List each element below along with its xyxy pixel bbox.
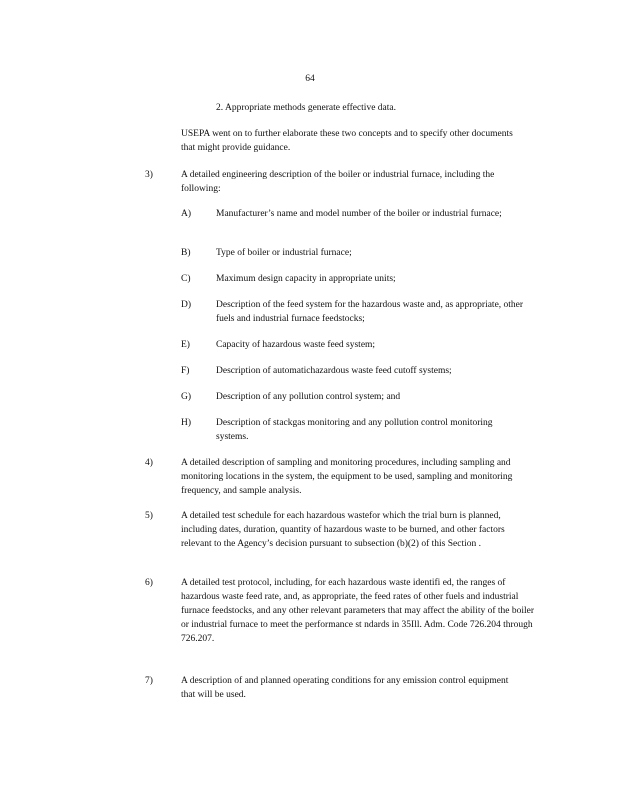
subitem-text: Maximum design capacity in appropriate units; (216, 274, 396, 284)
subitem-label: A) (181, 209, 192, 219)
subitem-label: D) (181, 300, 192, 310)
subitem-text: Capacity of hazardous waste feed system; (216, 340, 376, 350)
usepa-paragraph: USEPA went on to further elaborate these two concepts and to specify other documents that might provide guidance. (181, 129, 513, 153)
item-number: 4) (145, 458, 153, 468)
subitem-text: Description of stackgas monitoring and any pollution control monitoring systems. (216, 418, 493, 442)
subitem-label: G) (181, 392, 192, 402)
subitem-label: F) (181, 366, 190, 376)
item-text: A detailed description of sampling and monitoring procedures, including sampling and monitoring locations in the system, the equipment to be used, sampling and monitoring frequency, and sample analysis. (181, 458, 513, 496)
item-text: A description of and planned operating conditions for any emission control equipment that will be used. (181, 676, 509, 700)
item-text: A detailed test schedule for each hazardous wastefor which the trial burn is planned, including dates, duration, quantity of hazardous waste to be burned, and other factors relevant to the Agency’s decision pursuant to subsection (b)(2) of this Section . (181, 511, 505, 549)
intro-item-2: 2. Appropriate methods generate effective data. (216, 103, 396, 113)
item-text: A detailed engineering description of the boiler or industrial furnace, including the following: (181, 170, 495, 194)
subitem-text: Description of any pollution control system; and (216, 392, 401, 402)
subitem-text: Description of the feed system for the hazardous waste and, as appropriate, other fuels and industrial furnace feedstocks; (216, 300, 524, 324)
subitem-label: C) (181, 274, 191, 284)
subitem-text: Type of boiler or industrial furnace; (216, 248, 352, 258)
subitem-label: B) (181, 248, 191, 258)
subitem-label: E) (181, 340, 190, 350)
item-number: 3) (145, 170, 153, 180)
item-number: 7) (145, 676, 153, 686)
subitem-label: H) (181, 418, 192, 428)
item-number: 6) (145, 578, 153, 588)
subitem-text: Manufacturer’s name and model number of the boiler or industrial furnace; (216, 209, 502, 219)
item-text: A detailed test protocol, including, for each hazardous waste identifi ed, the ranges of hazardous waste feed rate, and, as appropriate, the feed rates of other fuels and industrial furnace feedstocks, and any other relevant parameters that may affect the ability of the boiler or industrial furnace to meet the performance st ndards in 35Ill. Adm. Code 726.204 through 726.207. (181, 578, 535, 644)
item-number: 5) (145, 511, 153, 521)
page-number: 64 (305, 74, 315, 84)
subitem-text: Description of automatichazardous waste feed cutoff systems; (216, 366, 452, 376)
